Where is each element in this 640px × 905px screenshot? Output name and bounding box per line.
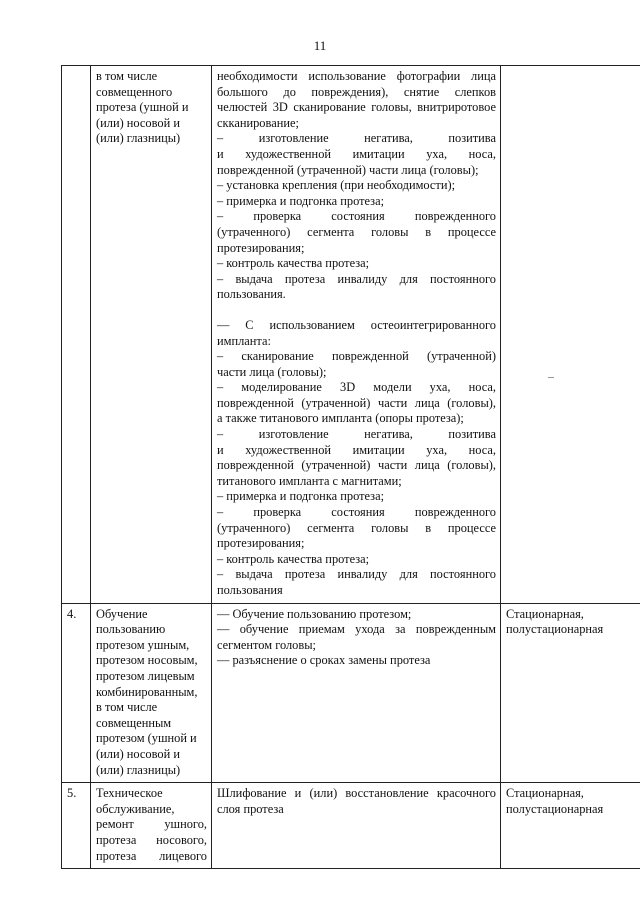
text-line: протезом носовым,	[96, 653, 198, 668]
text-line: в том числе	[96, 69, 158, 83]
text-line: протеза лицевого	[96, 848, 207, 863]
blank-line	[217, 303, 496, 318]
text-line: полустационарная	[506, 801, 604, 816]
text-line: — разъяснение о сроках замены протеза	[217, 653, 431, 668]
service-name-cell	[91, 783, 212, 869]
text-line: Стационарная,	[506, 606, 584, 621]
text-line: – примерка и подгонка протеза;	[217, 489, 385, 504]
text-line: – сканирование поврежденной (утраченной)	[217, 349, 496, 364]
text-line: – установка крепления (при необходимости);	[217, 178, 456, 193]
text-line: совмещенным	[96, 715, 172, 730]
row-number	[62, 66, 91, 604]
text-line: комбинированным,	[96, 684, 198, 699]
text-line: – изготовление негатива, позитива	[217, 131, 496, 146]
text-line: титанового импланта с магнитами;	[217, 473, 402, 488]
text-line: слоя протеза	[217, 801, 284, 816]
service-form-cell	[501, 783, 640, 869]
text-line: (утраченного) сегмента головы в процессе	[217, 224, 496, 239]
text-line: пользования	[217, 583, 283, 597]
text-line: (или) носовой и	[96, 115, 180, 130]
text-line: поврежденной (утраченной) части лица (головы);	[217, 162, 479, 177]
text-line: протезирования;	[217, 536, 305, 551]
service-content-cell	[212, 66, 501, 604]
text-line: протезом лицевым	[96, 668, 195, 683]
text-line: протеза носового,	[96, 832, 207, 847]
text-line: в том числе	[96, 700, 158, 715]
service-content-cell	[212, 603, 501, 783]
text-line: — обучение приемам ухода за поврежденным	[217, 622, 496, 637]
text-line: – проверка состояния поврежденного	[217, 209, 496, 224]
text-line: ремонт ушного,	[96, 817, 207, 832]
text-line: большого до повреждения), снятие слепков	[217, 84, 496, 99]
text-line: – проверка состояния поврежденного	[217, 505, 496, 520]
service-content-cell	[212, 783, 501, 869]
text-line: а также титанового импланта (опоры протеза);	[217, 411, 464, 426]
service-name-cell	[91, 66, 212, 604]
text-line: – примерка и подгонка протеза;	[217, 193, 385, 208]
services-table	[61, 65, 640, 869]
text-line: (или) глазницы)	[96, 131, 181, 146]
text-line: полустационарная	[506, 622, 604, 637]
text-line: поврежденной (утраченной) части лица (головы),	[217, 395, 496, 410]
text-line: скканирование;	[217, 115, 299, 130]
text-line: протезирования;	[217, 240, 305, 255]
text-line: — С использованием остеоинтегрированного	[217, 317, 496, 332]
text-line: необходимости использование фотографии лица	[217, 69, 496, 83]
text-line: челюстей 3D сканирование головы, внитриротовое	[217, 100, 496, 115]
text-line: поврежденной (утраченной) части лица (головы),	[217, 458, 496, 473]
margin-mark	[548, 377, 554, 378]
table-row	[62, 603, 640, 783]
text-line: — Обучение пользованию протезом;	[217, 606, 412, 621]
text-line: обслуживание,	[96, 801, 175, 816]
text-line: – моделирование 3D модели уха, носа,	[217, 380, 496, 395]
text-line: совмещенного	[96, 84, 173, 99]
text-line: – контроль качества протеза;	[217, 551, 370, 566]
service-name-cell	[91, 603, 212, 783]
text-line: части лица (головы);	[217, 364, 327, 379]
text-line: Техническое	[96, 786, 163, 801]
text-line: сегментом головы;	[217, 637, 316, 652]
service-form-cell	[501, 603, 640, 783]
text-line: и художественной имитации уха, носа,	[217, 442, 496, 457]
service-form-cell	[501, 66, 640, 604]
text-line: (утраченного) сегмента головы в процессе	[217, 520, 496, 535]
text-line: протезом ушным,	[96, 637, 190, 652]
text-line: и художественной имитации уха, носа,	[217, 146, 496, 161]
text-line: – выдача протеза инвалиду для постоянного	[217, 271, 496, 286]
text-line: Шлифование и (или) восстановление красочного	[217, 786, 496, 801]
text-line: (или) глазницы)	[96, 762, 181, 777]
text-line: – выдача протеза инвалиду для постоянного	[217, 567, 496, 582]
text-line: пользования.	[217, 287, 286, 302]
text-line: Обучение	[96, 606, 148, 621]
text-line: импланта:	[217, 333, 271, 348]
text-line: протеза (ушной и	[96, 100, 189, 115]
text-line: протезом (ушной и	[96, 731, 197, 746]
text-line: пользованию	[96, 622, 166, 637]
row-number: 4.	[62, 603, 91, 783]
text-line: Стационарная,	[506, 786, 584, 801]
text-line: – контроль качества протеза;	[217, 256, 370, 271]
table-row	[62, 66, 640, 604]
page-number: 11	[313, 38, 327, 53]
text-line: (или) носовой и	[96, 746, 180, 761]
row-number: 5.	[62, 783, 91, 869]
text-line: – изготовление негатива, позитива	[217, 427, 496, 442]
table-row	[62, 783, 640, 869]
